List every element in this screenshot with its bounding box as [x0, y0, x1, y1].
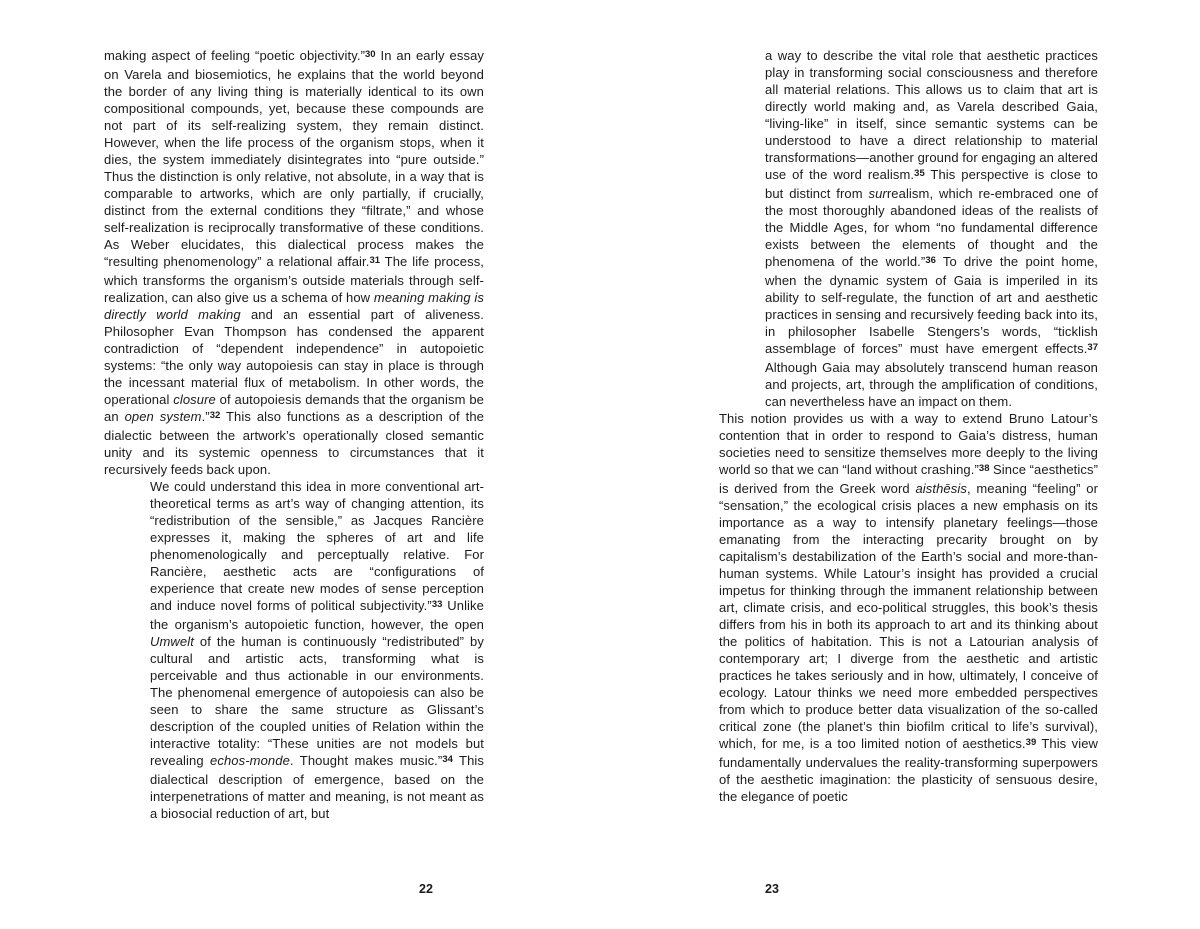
footnote-reference: 35	[914, 167, 925, 179]
text-run: aisthēsis	[915, 481, 967, 496]
text-run: , meaning “feeling” or “sensation,” the ecological crisis places a new emphasis on its importance as a way to intensify planetary feelings—those emanating from the interacting precarity brought on by capitalism’s destabilization of the Earth’s social and more-than-human systems. While Latour’s insight has provided a crucial impetus for thinking through the immanent relationship between art, climate crisis, and eco-political struggles, this book’s thesis differs from his in both its approach to art and its thinking about the politics of habitation. This is not a Latourian analysis of contemporary art; I diverge from the aesthetic and artistic practices he takes seriously and in how, ultimately, I conceive of ecology. Latour thinks we need more embedded perspectives from which to produce better data visualization of the so-called critical zone (the planet’s thin biofilm critical to life’s survival), which, for me, is a too limited notion of aesthetics.	[719, 481, 1098, 751]
text-run: of autopoiesis demands that the organism be an	[104, 392, 484, 424]
text-run: To drive the point home, when the dynamic system of Gaia is imperiled in its ability to self-regulate, the function of art and aesthetic practices in sensing and recursively feeding back into its, in philosopher Isabelle Stengers’s words, “ticklish assemblage of forces” must have emergent effects.	[765, 254, 1098, 356]
paragraph	[719, 410, 1098, 805]
text-run: of the human is continuously “redistributed” by cultural and artistic acts, transforming what is perceivable and thus actionable in our environments. The phenomenal emergence of autopoiesis can also be seen to share the same structure as Glissant’s description of the coupled unities of Relation within the interactive totality: “These unities are not models but revealing	[150, 634, 484, 768]
text-run: Although Gaia may absolutely transcend human reason and projects, art, through the amplification of conditions, can nevertheless have an impact on them.	[765, 360, 1098, 409]
text-run: sur	[868, 186, 887, 201]
footnote-reference: 37	[1087, 341, 1098, 353]
text-run: open system	[124, 409, 202, 424]
text-run: Umwelt	[150, 634, 194, 649]
text-run: making aspect of feeling “poetic objectivity.”	[104, 48, 366, 63]
text-run: and an essential part of aliveness. Philosopher Evan Thompson has condensed the apparent contradiction of “dependent independence” in autopoietic systems: “the only way autopoiesis can stay in place is through the incessant material flux of metabolism. In other words, the operational	[104, 307, 484, 407]
text-run: Since “aesthetics” is derived from the Greek word	[719, 462, 1098, 496]
text-run: a way to describe the vital role that aesthetic practices play in transforming social consciousness and therefore all material relations. This allows us to claim that art is directly world making and, as Varela described Gaia, “living-like” in itself, since semantic systems can be understood to have a direct relationship to material transformations—another ground for engaging an altered use of the word realism.	[765, 48, 1098, 182]
footnote-reference: 39	[1025, 736, 1037, 748]
text-run: This notion provides us with a way to extend Bruno Latour’s contention that in order to respond to Gaia’s distress, human societies need to sensitize themselves more deeply to the living world so that we can “land without crashing.”	[719, 411, 1098, 477]
paragraph	[104, 47, 484, 478]
text-run: Unlike the organism’s autopoietic function, however, the open	[150, 598, 484, 632]
page-right	[600, 0, 1200, 929]
text-run: .”	[201, 409, 210, 424]
page-right-text-block	[719, 47, 1098, 805]
footnote-reference: 33	[431, 598, 443, 610]
text-run: This also functions as a description of the dialectic between the artwork’s operationally closed semantic unity and its systemic openness to circumstances that it recursively feeds back upon.	[104, 409, 485, 477]
text-run: echos-monde	[210, 753, 290, 768]
page-number-right: 23	[765, 882, 779, 896]
text-run: This perspective is close to but distinct from	[765, 167, 1099, 201]
page-left-text-block	[104, 47, 484, 822]
text-run: The life process, which transforms the organism’s outside materials through self-realization, can also give us a schema of how	[104, 254, 485, 305]
text-run: This dialectical description of emergence, based on the interpenetrations of matter and meaning, is not meant as a biosocial reduction of art, but	[150, 753, 484, 821]
text-run: . Thought makes music.”	[289, 753, 443, 768]
text-run: closure	[173, 392, 216, 407]
text-run: We could understand this idea in more conventional art-theoretical terms as art’s way of changing attention, its “redistribution of the sensible,” as Jacques Rancière expresses it, making the spheres of art and life phenomenologically and perceptually relative. For Rancière, aesthetic acts are “configurations of experience that create new modes of sense perception and induce novel forms of political subjectivity.”	[150, 479, 484, 613]
footnote-reference: 34	[442, 753, 453, 765]
footnote-reference: 30	[365, 48, 376, 60]
footnote-reference: 36	[925, 254, 936, 266]
footnote-reference: 31	[369, 254, 381, 266]
text-run: realism, which re-embraced one of the most thoroughly abandoned ideas of the realists of the Middle Ages, for whom “no fundamental difference exists between the elements of thought and the phenomena of the world.”	[765, 186, 1099, 269]
paragraph	[765, 47, 1098, 410]
text-run: This view fundamentally undervalues the reality-transforming superpowers of the aesthetic imagination: the plasticity of sensuous desire, the elegance of poetic	[719, 736, 1099, 804]
paragraph	[150, 478, 484, 822]
text-run: meaning making is directly world making	[104, 290, 484, 322]
page-number-left: 22	[419, 882, 433, 896]
footnote-reference: 38	[978, 462, 990, 474]
footnote-reference: 32	[209, 409, 221, 421]
text-run: In an early essay on Varela and biosemiotics, he explains that the world beyond the border of any living thing is materially identical to its own compositional compounds, yet, because these compounds are not part of its self-realizing system, they remain distinct. However, when the life process of the organism stops, when it dies, the system immediately disintegrates into “pure outside.” Thus the distinction is only relative, not absolute, in a way that is comparable to artworks, which are only partially, if crucially, distinct from the external conditions they “filtrate,” and whose self-realization is reciprocally transformative of these conditions. As Weber elucidates, this dialectical process makes the “resulting phenomenology” a relational affair.	[104, 48, 485, 269]
